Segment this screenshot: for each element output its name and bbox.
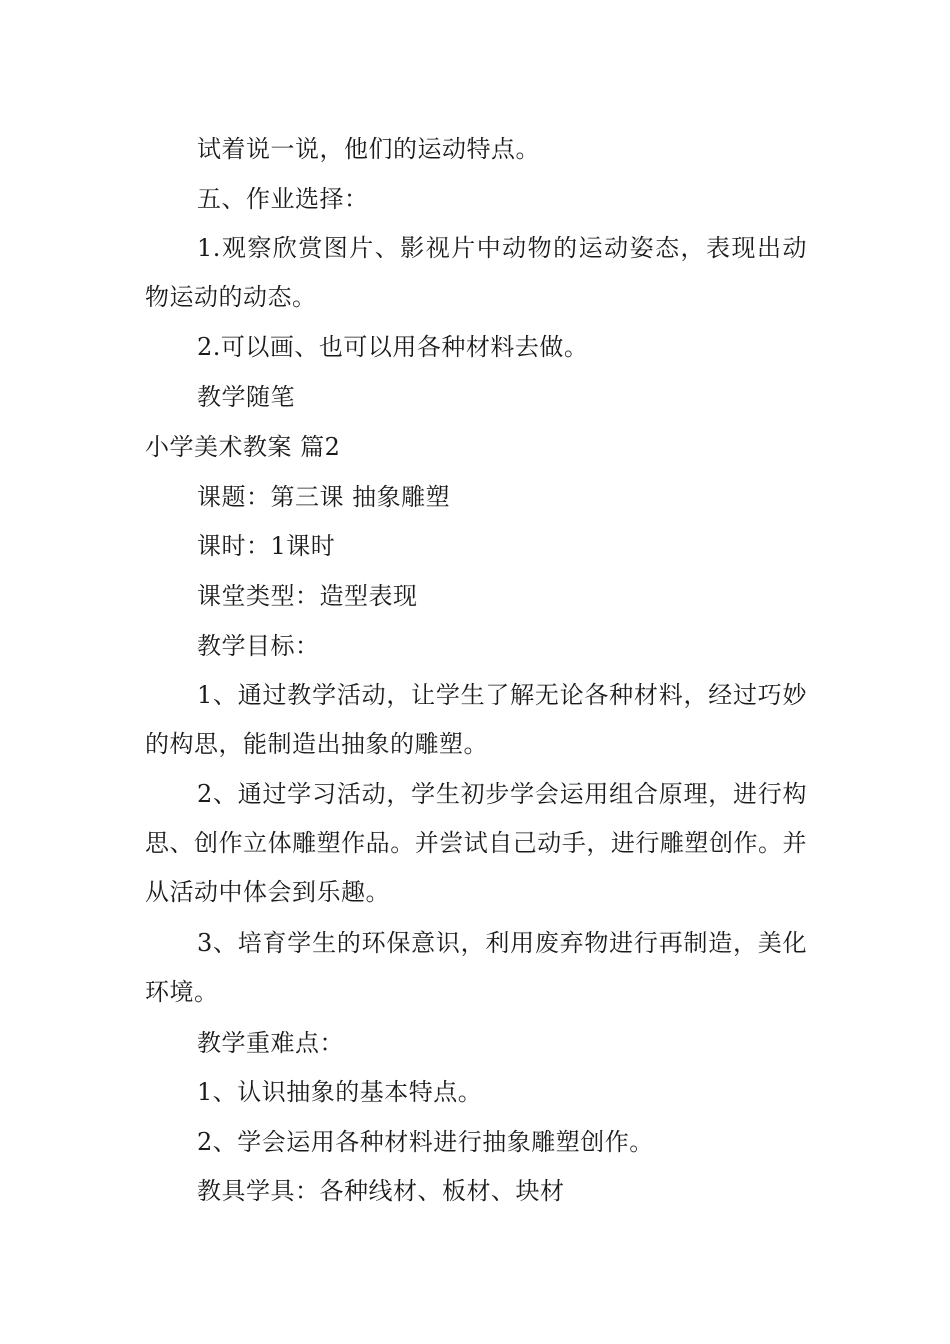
heading-key-difficulties: 教学重难点：	[197, 1029, 344, 1057]
paragraph-difficulty-1: 1、认识抽象的基本特点。	[197, 1078, 483, 1106]
paragraph-lesson-topic: 课题：第三课 抽象雕塑	[197, 483, 451, 511]
paragraph-lesson-type: 课堂类型：造型表现	[197, 582, 418, 610]
section-title-lesson-2: 小学美术教案 篇2	[145, 433, 341, 461]
paragraph-goal-2: 2、通过学习活动，学生初步学会运用组合原理，进行构思、创作立体雕塑作品。并尝试自己动手，进行雕塑创作。并从活动中体会到乐趣。	[145, 780, 807, 906]
paragraph-difficulty-2: 2、学会运用各种材料进行抽象雕塑创作。	[197, 1128, 654, 1156]
paragraph-homework-2: 2.可以画、也可以用各种材料去做。	[197, 333, 589, 361]
paragraph-lesson-hours: 课时：1课时	[197, 532, 336, 560]
paragraph-teaching-materials: 教具学具：各种线材、板材、块材	[197, 1177, 565, 1205]
heading-teaching-notes: 教学随笔	[197, 383, 295, 411]
paragraph-goal-1: 1、通过教学活动，让学生了解无论各种材料，经过巧妙的构思，能制造出抽象的雕塑。	[145, 681, 807, 758]
paragraph-describe-motion: 试着说一说，他们的运动特点。	[197, 135, 540, 163]
paragraph-goal-3: 3、培育学生的环保意识，利用废弃物进行再制造，美化环境。	[145, 929, 807, 1006]
paragraph-homework-1: 1.观察欣赏图片、影视片中动物的运动姿态，表现出动物运动的动态。	[145, 234, 807, 311]
heading-homework-choice: 五、作业选择：	[197, 185, 369, 213]
heading-teaching-goals: 教学目标：	[197, 632, 320, 660]
